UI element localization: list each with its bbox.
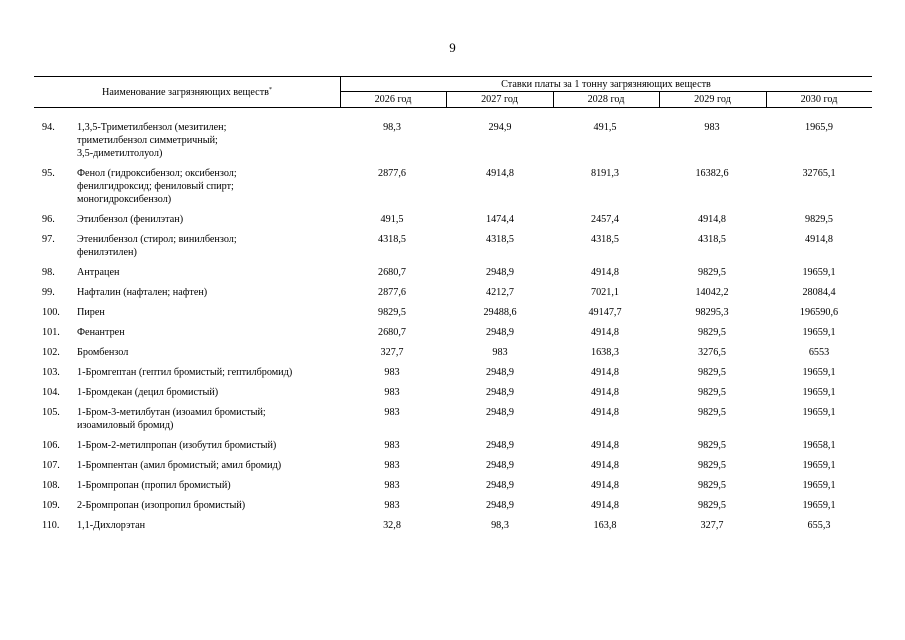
- table-row: [0, 499, 905, 512]
- rate-value: 98295,3: [695, 307, 729, 318]
- rate-value: 98,3: [383, 122, 401, 133]
- rate-value: 4318,5: [697, 234, 726, 245]
- rate-value: 6553: [808, 347, 830, 358]
- table-top-rule: [34, 76, 872, 77]
- rate-value: 655,3: [807, 520, 831, 531]
- table-body: [0, 121, 905, 539]
- rate-value: 1965,9: [804, 122, 833, 133]
- table-row: [0, 439, 905, 452]
- substance-name: [77, 406, 327, 432]
- rate-value: 983: [384, 407, 400, 418]
- table-row: [0, 286, 905, 299]
- rate-value: 163,8: [593, 520, 617, 531]
- rate-value: 3276,5: [697, 347, 726, 358]
- rate-value: 19659,1: [802, 407, 836, 418]
- substance-name: [77, 386, 327, 399]
- rate-value: 4914,8: [590, 500, 619, 511]
- rate-value: 983: [384, 500, 400, 511]
- substance-name: [77, 233, 327, 259]
- substance-name-line: фенилэтилен): [77, 247, 137, 258]
- rate-value: 9829,5: [377, 307, 406, 318]
- substance-name: [77, 167, 327, 206]
- substance-name: [77, 366, 327, 379]
- row-number: 101.: [42, 327, 60, 338]
- rate-value: 9829,5: [697, 387, 726, 398]
- rate-value: 4914,8: [804, 234, 833, 245]
- row-number: 97.: [42, 234, 55, 245]
- rate-value: 2948,9: [485, 440, 514, 451]
- rate-value: 49147,7: [588, 307, 622, 318]
- substance-name: [77, 121, 327, 160]
- rate-value: 2877,6: [377, 168, 406, 179]
- row-number: 110.: [42, 520, 60, 531]
- substance-name-line: Бромбензол: [77, 347, 129, 358]
- substance-name-line: Этенилбензол (стирол; винилбензол;: [77, 234, 237, 245]
- substance-name-line: моногидроксибензол): [77, 194, 172, 205]
- rate-value: 9829,5: [697, 480, 726, 491]
- rate-value: 4914,8: [590, 267, 619, 278]
- table-row: [0, 459, 905, 472]
- rate-value: 2877,6: [377, 287, 406, 298]
- rate-value: 4318,5: [590, 234, 619, 245]
- table-row: [0, 121, 905, 160]
- rate-value: 2948,9: [485, 460, 514, 471]
- rate-value: 196590,6: [799, 307, 839, 318]
- rate-value: 19659,1: [802, 480, 836, 491]
- rate-value: 983: [384, 480, 400, 491]
- rate-value: 32765,1: [802, 168, 836, 179]
- substance-name: [77, 306, 327, 319]
- rate-value: 2948,9: [485, 480, 514, 491]
- rate-value: 16382,6: [695, 168, 729, 179]
- substance-name-line: Фенол (гидроксибензол; оксибензол;: [77, 168, 237, 179]
- table-row: [0, 233, 905, 259]
- rate-value: 32,8: [383, 520, 401, 531]
- row-number: 103.: [42, 367, 60, 378]
- row-number: 99.: [42, 287, 55, 298]
- rate-value: 2680,7: [377, 267, 406, 278]
- name-column-header-text: Наименование загрязняющих веществ: [102, 87, 269, 98]
- row-number: 106.: [42, 440, 60, 451]
- rate-value: 9829,5: [697, 440, 726, 451]
- rate-value: 491,5: [380, 214, 404, 225]
- table-row: [0, 306, 905, 319]
- row-number: 107.: [42, 460, 60, 471]
- substance-name: [77, 459, 327, 472]
- rate-value: 983: [384, 440, 400, 451]
- year-header-2026: 2026 год: [374, 94, 412, 105]
- rate-value: 983: [384, 367, 400, 378]
- year-header-2027: 2027 год: [481, 94, 518, 105]
- rate-value: 1638,3: [590, 347, 619, 358]
- rate-value: 4914,8: [590, 407, 619, 418]
- rate-value: 28084,4: [802, 287, 836, 298]
- rate-value: 9829,5: [697, 500, 726, 511]
- rate-value: 9829,5: [697, 407, 726, 418]
- rate-value: 4914,8: [590, 480, 619, 491]
- rate-value: 327,7: [380, 347, 404, 358]
- rate-value: 327,7: [700, 520, 724, 531]
- rate-value: 19659,1: [802, 460, 836, 471]
- substance-name-line: Антрацен: [77, 267, 120, 278]
- substance-name-line: 1-Бром-3-метилбутан (изоамил бромистый;: [77, 407, 266, 418]
- year-header-2029: 2029 год: [694, 94, 731, 105]
- rate-value: 2948,9: [485, 500, 514, 511]
- substance-name: [77, 499, 327, 512]
- table-row: [0, 406, 905, 432]
- rate-value: 19659,1: [802, 367, 836, 378]
- rate-value: 4914,8: [590, 440, 619, 451]
- rate-value: 19659,1: [802, 327, 836, 338]
- substance-name: [77, 439, 327, 452]
- row-number: 100.: [42, 307, 60, 318]
- substance-name-line: триметилбензол симметричный;: [77, 135, 218, 146]
- rates-header-rule: [340, 91, 872, 92]
- substance-name-line: Пирен: [77, 307, 105, 318]
- rate-value: 4914,8: [485, 168, 514, 179]
- rate-value: 9829,5: [697, 267, 726, 278]
- table-row: [0, 167, 905, 206]
- substance-name: [77, 346, 327, 359]
- header-bottom-rule: [34, 107, 872, 108]
- rate-value: 2948,9: [485, 327, 514, 338]
- substance-name-line: 1,1-Дихлорэтан: [77, 520, 146, 531]
- rate-value: 2948,9: [485, 367, 514, 378]
- row-number: 95.: [42, 168, 55, 179]
- row-number: 96.: [42, 214, 55, 225]
- year-header-2030: 2030 год: [800, 94, 838, 105]
- table-row: [0, 326, 905, 339]
- rate-value: 19659,1: [802, 387, 836, 398]
- rate-value: 4914,8: [590, 387, 619, 398]
- substance-name: [77, 286, 327, 299]
- row-number: 102.: [42, 347, 60, 358]
- rate-value: 294,9: [488, 122, 512, 133]
- footnote-mark: *: [268, 87, 272, 93]
- table-row: [0, 366, 905, 379]
- substance-name-line: 1,3,5-Триметилбензол (мезитилен;: [77, 122, 227, 133]
- row-number: 109.: [42, 500, 60, 511]
- rate-value: 4914,8: [590, 460, 619, 471]
- table-row: [0, 519, 905, 532]
- rate-value: 98,3: [491, 520, 509, 531]
- rate-value: 2680,7: [377, 327, 406, 338]
- rates-title: Ставки платы за 1 тонну загрязняющих веществ: [501, 79, 711, 90]
- substance-name-line: 1-Бромпентан (амил бромистый; амил бромид): [77, 460, 282, 471]
- substance-name-line: 2-Бромпропан (изопропил бромистый): [77, 500, 246, 511]
- rate-value: 4212,7: [485, 287, 514, 298]
- table-row: [0, 213, 905, 226]
- rate-value: 4914,8: [697, 214, 726, 225]
- row-number: 94.: [42, 122, 55, 133]
- rate-value: 491,5: [593, 122, 617, 133]
- rate-value: 19658,1: [802, 440, 836, 451]
- rate-value: 7021,1: [590, 287, 619, 298]
- substance-name-line: Нафталин (нафтален; нафтен): [77, 287, 208, 298]
- substance-name: [77, 519, 327, 532]
- rate-value: 14042,2: [695, 287, 729, 298]
- substance-name: [77, 326, 327, 339]
- rate-value: 19659,1: [802, 500, 836, 511]
- rate-value: 8191,3: [590, 168, 619, 179]
- rate-value: 2948,9: [485, 387, 514, 398]
- substance-name-line: фенилгидроксид; фениловый спирт;: [77, 181, 234, 192]
- rate-value: 9829,5: [804, 214, 833, 225]
- substance-name-line: Этилбензол (фенилэтан): [77, 214, 184, 225]
- rate-value: 2457,4: [590, 214, 619, 225]
- rate-value: 4318,5: [485, 234, 514, 245]
- rate-value: 9829,5: [697, 367, 726, 378]
- rate-value: 983: [384, 460, 400, 471]
- substance-name-line: 3,5-диметилтолуол): [77, 148, 163, 159]
- substance-name-line: 1-Бром-2-метилпропан (изобутил бромистый): [77, 440, 277, 451]
- table-row: [0, 386, 905, 399]
- row-number: 105.: [42, 407, 60, 418]
- rate-value: 983: [704, 122, 720, 133]
- rate-value: 983: [384, 387, 400, 398]
- substance-name-line: изоамиловый бромид): [77, 420, 174, 431]
- substance-name-line: 1-Бромдекан (децил бромистый): [77, 387, 219, 398]
- rate-value: 2948,9: [485, 267, 514, 278]
- row-number: 98.: [42, 267, 55, 278]
- rate-value: 1474,4: [485, 214, 514, 225]
- row-number: 108.: [42, 480, 60, 491]
- rate-value: 9829,5: [697, 327, 726, 338]
- rate-value: 19659,1: [802, 267, 836, 278]
- year-header-2028: 2028 год: [587, 94, 625, 105]
- rate-value: 4318,5: [377, 234, 406, 245]
- table-row: [0, 266, 905, 279]
- page-number: 9: [449, 40, 456, 55]
- substance-name: [77, 266, 327, 279]
- table-row: [0, 346, 905, 359]
- substance-name-line: Фенантрен: [77, 327, 125, 338]
- rate-value: 983: [492, 347, 508, 358]
- rate-value: 29488,6: [483, 307, 517, 318]
- rate-value: 4914,8: [590, 367, 619, 378]
- rate-value: 9829,5: [697, 460, 726, 471]
- rate-value: 4914,8: [590, 327, 619, 338]
- substance-name-line: 1-Бромпропан (пропил бромистый): [77, 480, 231, 491]
- name-column-header: [34, 86, 340, 99]
- rate-value: 2948,9: [485, 407, 514, 418]
- substance-name: [77, 479, 327, 492]
- table-row: [0, 479, 905, 492]
- substance-name: [77, 213, 327, 226]
- row-number: 104.: [42, 387, 60, 398]
- substance-name-line: 1-Бромгептан (гептил бромистый; гептилбромид): [77, 367, 293, 378]
